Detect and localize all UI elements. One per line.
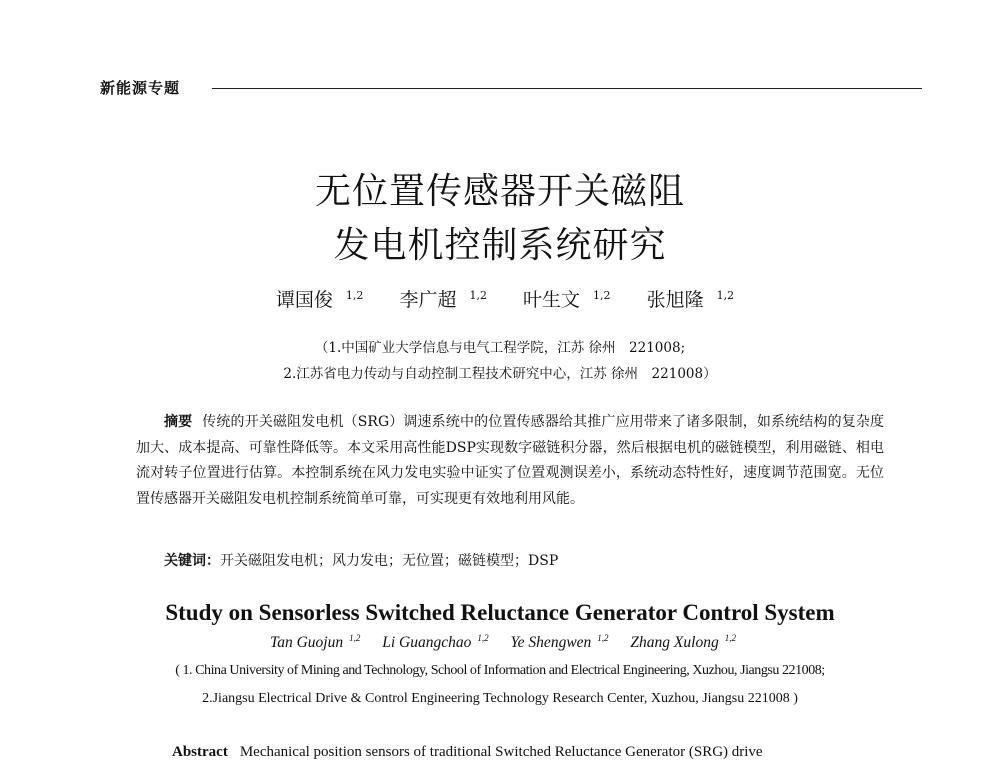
title-en: Study on Sensorless Switched Reluctance Generator Control System (165, 600, 835, 625)
keywords-cn-label: 关键词： (164, 553, 220, 569)
author-cn: 谭国俊 $^{1,2}$ (275, 288, 364, 311)
page-header (100, 78, 922, 98)
section-tag: 新能源专题 (100, 78, 186, 98)
title-cn-line1: 无位置传感器开关磁阻 (314, 171, 685, 212)
keywords-cn-text: 开关磁阻发电机；风力发电；无位置；磁链模型；DSP (220, 553, 559, 569)
authors-cn (0, 285, 1000, 312)
abstract-en-text: Mechanical position sensors of traditional Switched Reluctance Generator (SRG) drive (239, 744, 763, 760)
authors-en (0, 633, 1000, 652)
author-cn: 叶生文 $^{1,2}$ (523, 288, 611, 311)
abstract-cn-label: 摘要 (164, 414, 193, 430)
abstract-en (172, 744, 912, 761)
author-en: Ye Shengwen $^{1,2}$ (510, 633, 609, 652)
abstract-cn-text: 传统的开关磁阻发电机（SRG）调速系统中的位置传感器给其推广应用带来了诸多限制，如系统结构的复杂度加大、成本提高、可靠性降低等。本文采用高性能DSP实现数字磁链积分器，然后根据电机的磁链模型，利用磁链、相电流对转子位置进行估算。本控制系统在风力发电实验中证实了位置观测误差小，系统动态特性好，速度调节范围宽。无位置传感器开关磁阻发电机控制系统简单可靠，可实现更有效地利用风能。 (136, 414, 884, 507)
header-rule (212, 88, 922, 89)
abstract-en-label: Abstract (172, 744, 228, 760)
author-cn: 李广超 $^{1,2}$ (399, 288, 487, 311)
affiliation-en-2: 2.Jiangsu Electrical Drive & Control Engineering Technology Research Center, Xuzhou, Jiangsu 221008 ) (202, 691, 798, 706)
affiliation-cn-1: （1.中国矿业大学信息与电气工程学院，江苏 徐州 221008; (314, 340, 686, 356)
abstract-cn (136, 410, 884, 512)
author-en: Zhang Xulong $^{1,2}$ (630, 633, 736, 652)
keywords-cn (164, 550, 558, 570)
affiliation-en-1: ( 1. China University of Mining and Technology, School of Information and Electrical Engineering, Xuzhou, Jiangsu 221008; (175, 663, 825, 678)
author-en: Li Guangchao $^{1,2}$ (382, 633, 489, 652)
title-cn-line2: 发电机控制系统研究 (333, 225, 667, 266)
author-en: Tan Guojun $^{1,2}$ (270, 633, 361, 652)
author-cn: 张旭隆 $^{1,2}$ (646, 288, 735, 311)
affiliation-cn-2: 2.江苏省电力传动与自动控制工程技术研究中心，江苏 徐州 221008） (283, 366, 717, 382)
